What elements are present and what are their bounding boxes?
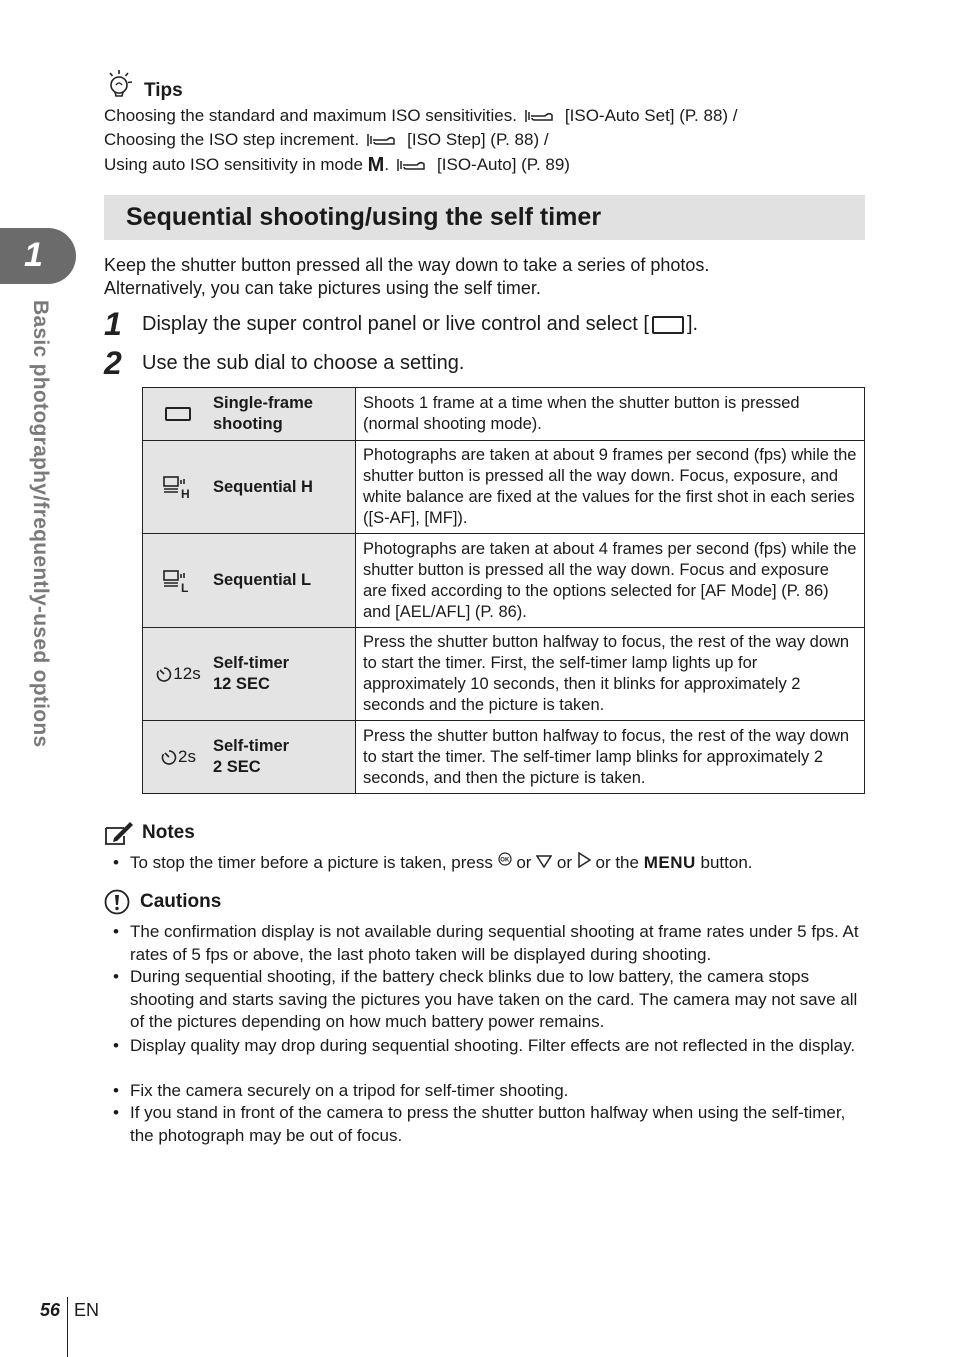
mode-label-cell — [143, 388, 356, 441]
table-row — [143, 441, 865, 534]
tips-reference: [ISO Step] (P. 88) / — [407, 130, 549, 149]
table-row — [143, 534, 865, 628]
right-arrow-icon — [577, 852, 591, 868]
mode-label-cell — [143, 534, 356, 628]
tips-header — [104, 70, 183, 104]
step-text: Use the sub dial to choose a setting. — [142, 352, 465, 374]
mode-label-line: Single-frame — [213, 394, 313, 412]
menu-button-label: MENU — [643, 853, 696, 872]
down-arrow-icon — [536, 854, 552, 868]
reference-hand-icon — [397, 157, 427, 173]
self-timer-icon — [143, 747, 213, 767]
table-row — [143, 388, 865, 441]
caution-item: • During sequential shooting, if the battery check blinks due to low battery, the camera stops shooting and starts saving the pictures you have taken on the card. The camera may not save all of the pictures depending on how much battery power remains. — [113, 966, 865, 1034]
single-frame-icon — [143, 407, 213, 421]
caution-item: • If you stand in front of the camera to press the shutter button halfway when using the self-timer, the photograph may be out of focus. — [113, 1102, 865, 1147]
single-frame-icon — [652, 316, 684, 334]
tips-text: Choosing the ISO step increment. — [104, 130, 360, 149]
mode-description: Press the shutter button halfway to focus, the rest of the way down to start the timer. The self-timer lamp blinks for approximately 2 seconds, and then the picture is taken. — [356, 721, 865, 794]
self-timer-icon — [143, 664, 213, 684]
lightbulb-icon — [104, 67, 136, 104]
mode-label-line: 2 SEC — [213, 758, 261, 776]
caution-item: • The confirmation display is not available during sequential shooting at frame rates under 5 fps. At rates of 5 fps or above, the last photo taken will be displayed during shooting. — [113, 921, 865, 966]
note-text: or — [516, 853, 532, 872]
intro-text — [104, 254, 709, 300]
intro-line: Alternatively, you can take pictures using the self timer. — [104, 278, 541, 298]
timer-duration: 2s — [178, 747, 196, 766]
step-number: 2 — [104, 345, 122, 381]
tips-text: Using auto ISO sensitivity in mode — [104, 155, 363, 174]
sequential-h-icon — [143, 475, 213, 499]
caution-text: During sequential shooting, if the battery check blinks due to low battery, the camera stops shooting and starts saving the pictures you have taken on the card. The camera may not save all of the pictures depending on how much battery power remains. — [130, 967, 858, 1031]
mode-m-label: M — [367, 154, 385, 176]
table-row — [143, 721, 865, 794]
note-text: or the — [595, 853, 639, 872]
timer-duration: 12s — [173, 664, 201, 683]
icon-letter: L — [181, 580, 189, 593]
intro-line: Keep the shutter button pressed all the way down to take a series of photos. — [104, 255, 710, 275]
notes-header — [104, 820, 195, 846]
step-number: 1 — [104, 306, 122, 342]
tips-reference: [ISO-Auto] (P. 89) — [437, 155, 570, 174]
mode-label-cell — [143, 721, 356, 794]
caution-item: • Fix the camera securely on a tripod for self-timer shooting. — [113, 1080, 865, 1103]
step-text: Display the super control panel or live control and select [ — [142, 313, 649, 335]
tips-text: Choosing the standard and maximum ISO sensitivities. — [104, 106, 517, 125]
tips-reference: [ISO-Auto Set] (P. 88) / — [564, 106, 738, 125]
ok-button-icon — [498, 852, 512, 866]
mode-label: Sequential H — [213, 477, 313, 496]
step-2 — [104, 345, 464, 382]
mode-label-cell — [143, 441, 356, 534]
step-text: ]. — [686, 313, 699, 335]
caution-item: • Display quality may drop during sequential shooting. Filter effects are not reflected in the display. — [113, 1035, 865, 1058]
notes-item: • To stop the timer before a picture is taken, press OK or or or the MENU button. — [113, 853, 753, 872]
sequential-l-icon — [143, 569, 213, 593]
mode-label-line: 12 SEC — [213, 675, 270, 693]
caution-text: If you stand in front of the camera to press the shutter button halfway when using the self-timer, the photograph may be out of focus. — [130, 1103, 846, 1145]
chapter-number: 1 — [24, 236, 43, 274]
svg-text:OK: OK — [499, 857, 509, 864]
language-code: EN — [74, 1300, 100, 1320]
note-text: To stop the timer before a picture is taken, press — [130, 853, 493, 872]
mode-label-line: shooting — [213, 415, 283, 433]
cautions-title: Cautions — [140, 891, 222, 912]
chapter-title: Basic photography/frequently-used options — [29, 300, 52, 748]
mode-label — [213, 393, 313, 435]
section-title: Sequential shooting/using the self timer — [126, 203, 602, 231]
mode-label-cell — [143, 628, 356, 721]
mode-label-line: Self-timer — [213, 654, 290, 672]
step-1 — [104, 306, 698, 343]
table-row — [143, 628, 865, 721]
caution-icon — [104, 889, 130, 915]
note-text: button. — [700, 853, 753, 872]
tips-line — [104, 129, 549, 151]
tips-title: Tips — [144, 80, 183, 101]
note-text: or — [556, 853, 573, 872]
mode-description: Shoots 1 frame at a time when the shutter button is pressed (normal shooting mode). — [356, 388, 865, 441]
mode-description: Photographs are taken at about 4 frames per second (fps) while the shutter button is pressed all the way down. Focus and exposure are fixed according to the options selected for [AF Mode] (P. 86) and [AEL/AFL] (P. 86). — [356, 534, 865, 628]
pencil-note-icon — [104, 820, 134, 846]
mode-label — [213, 653, 289, 695]
notes-title: Notes — [142, 822, 195, 843]
mode-description: Press the shutter button halfway to focus, the rest of the way down to start the timer. First, the self-timer lamp lights up for approximately 10 seconds, then it blinks for approximately 2 seconds and the picture is taken. — [356, 628, 865, 721]
reference-hand-icon — [367, 132, 397, 148]
cautions-header — [104, 889, 221, 915]
caution-text: Display quality may drop during sequential shooting. Filter effects are not reflected in the display. — [130, 1036, 856, 1055]
mode-description: Photographs are taken at about 9 frames per second (fps) while the shutter button is pressed all the way down. Focus, exposure, and white balance are fixed at the values for the first shot in each series ([S-AF], [MF]). — [356, 441, 865, 534]
tips-text: . — [384, 155, 390, 174]
caution-text: Fix the camera securely on a tripod for self-timer shooting. — [130, 1081, 569, 1100]
tips-line — [104, 154, 570, 176]
section-heading — [104, 195, 865, 240]
tips-line — [104, 105, 738, 127]
mode-label-line: Self-timer — [213, 737, 290, 755]
chapter-tab — [0, 228, 76, 284]
icon-letter: H — [181, 487, 190, 499]
footer-divider — [67, 1297, 68, 1357]
caution-text: The confirmation display is not available during sequential shooting at frame rates under 5 fps. At rates of 5 fps or above, the last photo taken will be displayed during shooting. — [130, 922, 859, 964]
page-number: 56 — [40, 1300, 61, 1320]
mode-label — [213, 736, 289, 778]
reference-hand-icon — [525, 108, 555, 124]
mode-label: Sequential L — [213, 571, 312, 589]
drive-mode-table — [142, 387, 865, 794]
